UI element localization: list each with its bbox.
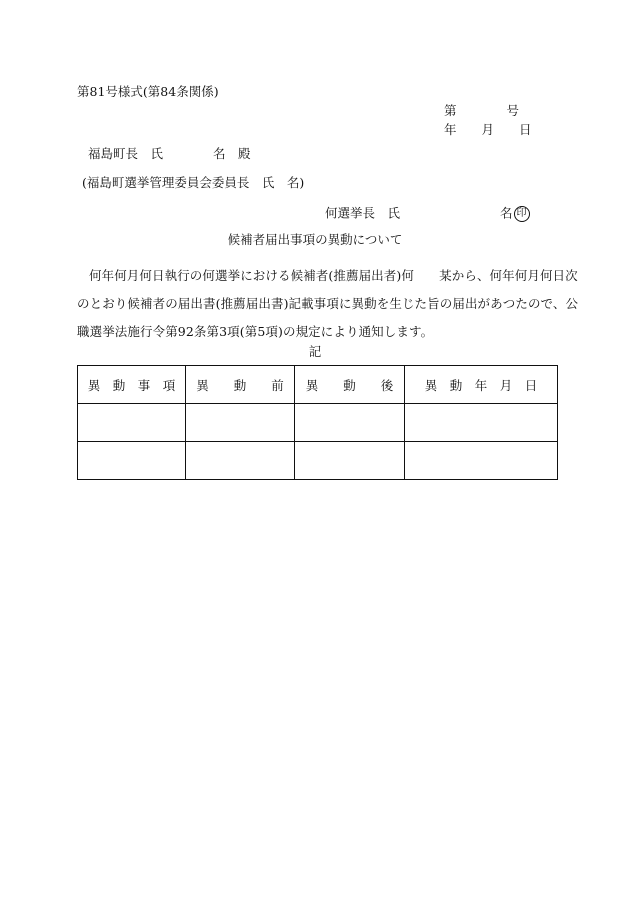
document-subject: 候補者届出事項の異動について: [227, 232, 403, 247]
table-row: [78, 442, 558, 480]
document-date: 年 月 日: [444, 122, 532, 137]
ki-heading: 記: [308, 344, 322, 359]
sender-name: 何選挙長 氏 名: [325, 205, 513, 221]
sender: [325, 206, 530, 222]
header-change-item: 異 動 事 項: [78, 366, 186, 404]
change-record-table: [77, 365, 558, 480]
addressee-alternate: (福島町選挙管理委員会委員長 氏 名): [82, 175, 305, 190]
table-cell: [78, 442, 186, 480]
body-line-3: 職選挙法施行令第92条第3項(第5項)の規定により通知します。: [77, 324, 434, 339]
table-cell: [405, 404, 558, 442]
body-paragraph: [77, 262, 579, 346]
table-cell: [295, 404, 405, 442]
body-line-1: 何年何月何日執行の何選挙における候補者(推薦届出者)何 某から、何年何月何日次: [89, 268, 578, 283]
seal-mark: 印: [514, 206, 530, 222]
header-before-change: 異 動 前: [186, 366, 295, 404]
form-number: 第81号様式(第84条関係): [77, 84, 219, 99]
header-change-date: 異 動 年 月 日: [405, 366, 558, 404]
table-row: [78, 404, 558, 442]
table-cell: [186, 442, 295, 480]
table-cell: [186, 404, 295, 442]
header-after-change: 異 動 後: [295, 366, 405, 404]
body-line-2: のとおり候補者の届出書(推薦届出書)記載事項に異動を生じた旨の届出があつたので、公: [77, 296, 579, 311]
table-cell: [405, 442, 558, 480]
addressee: 福島町長 氏 名 殿: [88, 146, 251, 161]
table-cell: [78, 404, 186, 442]
table-header-row: [78, 366, 558, 404]
document-number: 第 号: [444, 103, 520, 118]
table-cell: [295, 442, 405, 480]
